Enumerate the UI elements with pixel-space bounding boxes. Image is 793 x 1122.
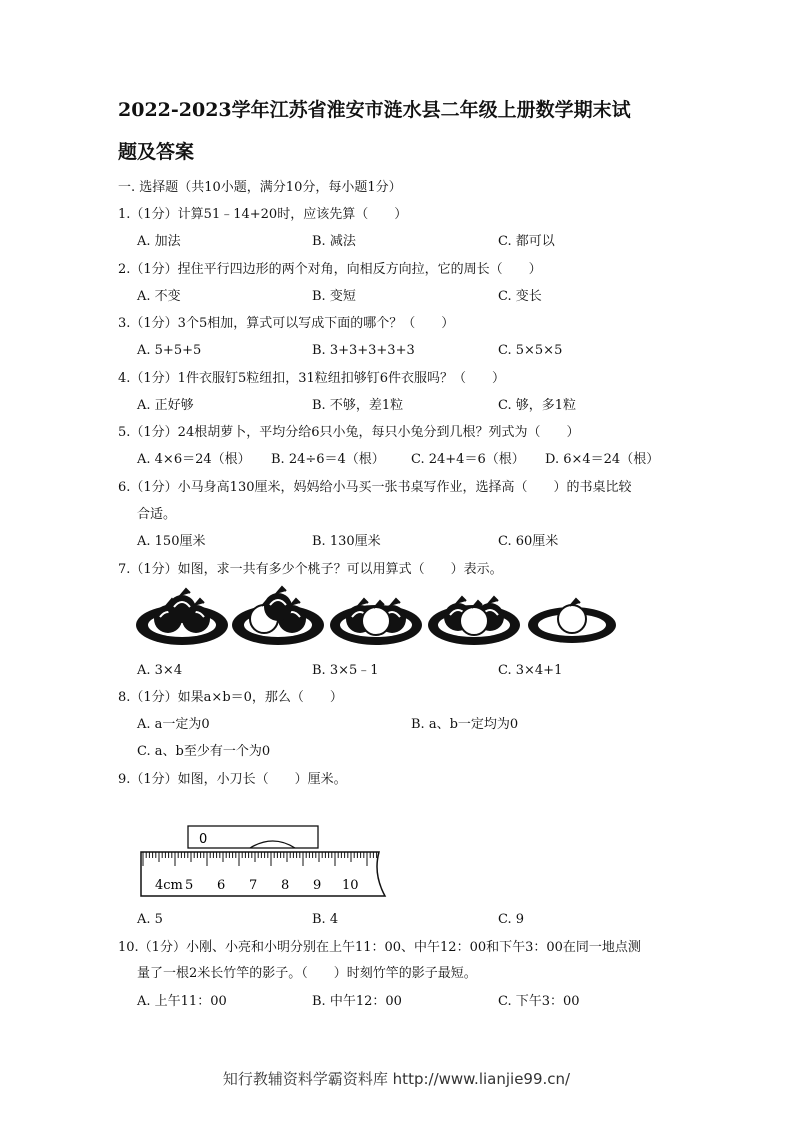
q10-option-a: A. 上午11：00 [137,994,227,1009]
q2-option-a: A. 不变 [137,289,181,304]
page-title: 2022-2023学年江苏省淮安市涟水县二年级上册数学期末试 [118,99,631,121]
question-2: 2.（1分）捏住平行四边形的两个对角，向相反方向拉，它的周长（ ） [118,262,542,277]
q6-option-a: A. 150厘米 [137,534,206,549]
q8-option-a: A. a一定为0 [137,717,210,732]
plate-1 [136,589,228,645]
question-3: 3.（1分）3个5相加，算式可以写成下面的哪个？（ ） [118,316,455,331]
question-5: 5.（1分）24根胡萝卜，平均分给6只小兔，每只小兔分到几根？列式为（ ） [118,425,580,440]
q8-option-c: C. a、b至少有一个为0 [137,744,271,759]
knife-label: 0 [199,832,208,847]
ruler-label-6: 6 [217,878,226,893]
question-6-continued: 合适。 [137,507,177,522]
q5-option-d: D. 6×4＝24（根） [545,452,660,467]
q10-option-b: B. 中午12：00 [312,994,402,1009]
q5-option-a: A. 4×6＝24（根） [137,452,251,467]
plate-5 [528,599,616,643]
question-1: 1.（1分）计算51﹣14+20时，应该先算（ ） [118,207,408,222]
ruler-label-10: 10 [342,878,359,893]
ruler-label-9: 9 [313,878,322,893]
q7-option-b: B. 3×5﹣1 [312,663,379,678]
q7-option-c: C. 3×4+1 [498,663,563,678]
q6-option-b: B. 130厘米 [312,534,381,549]
plate-4 [428,597,520,645]
q1-option-a: A. 加法 [137,234,181,249]
q8-option-b: B. a、b一定均为0 [411,717,519,732]
ruler-label-8: 8 [281,878,290,893]
question-8: 8.（1分）如果a×b＝0，那么（ ） [118,690,343,705]
q4-option-a: A. 正好够 [137,398,194,413]
question-6: 6.（1分）小马身高130厘米，妈妈给小马买一张书桌写作业，选择高（ ）的书桌比较 [118,480,632,495]
q1-option-b: B. 减法 [312,234,356,249]
q9-option-a: A. 5 [137,912,163,927]
q5-option-c: C. 24+4＝6（根） [411,452,525,467]
ruler-label-4cm: 4cm [155,878,183,893]
q2-option-b: B. 变短 [312,289,356,304]
plate-3 [330,599,422,645]
plate-2 [232,587,324,645]
q6-option-c: C. 60厘米 [498,534,559,549]
question-7: 7.（1分）如图，求一共有多少个桃子？可以用算式（ ）表示。 [118,562,503,577]
q7-option-a: A. 3×4 [137,663,183,678]
q1-option-c: C. 都可以 [498,234,555,249]
peach-plates-figure [130,585,620,655]
q10-option-c: C. 下午3：00 [498,994,580,1009]
q5-option-b: B. 24÷6＝4（根） [271,452,385,467]
q3-option-b: B. 3+3+3+3+3 [312,343,415,358]
q2-option-c: C. 变长 [498,289,542,304]
section-heading: 一. 选择题（共10小题，满分10分，每小题1分） [118,180,402,195]
question-10: 10.（1分）小刚、小亮和小明分别在上午11：00、中午12：00和下午3：00在同一地点测 [118,940,641,955]
q3-option-a: A. 5+5+5 [137,343,202,358]
ruler-figure [135,822,395,902]
question-9: 9.（1分）如图，小刀长（ ）厘米。 [118,772,347,787]
footer-watermark: 知行教辅资料学霸资料库 http://www.lianjie99.cn/ [222,1070,571,1088]
knife [188,826,318,848]
question-4: 4.（1分）1件衣服钉5粒纽扣，31粒纽扣够钉6件衣服吗？（ ） [118,371,506,386]
q9-option-b: B. 4 [312,912,339,927]
q4-option-b: B. 不够，差1粒 [312,398,404,413]
q9-option-c: C. 9 [498,912,525,927]
page-title-continued: 题及答案 [118,141,195,163]
ruler-label-5: 5 [185,878,194,893]
question-10-continued: 量了一根2米长竹竿的影子。（ ）时刻竹竿的影子最短。 [137,966,477,981]
ruler-label-7: 7 [249,878,258,893]
q3-option-c: C. 5×5×5 [498,343,563,358]
q4-option-c: C. 够，多1粒 [498,398,577,413]
